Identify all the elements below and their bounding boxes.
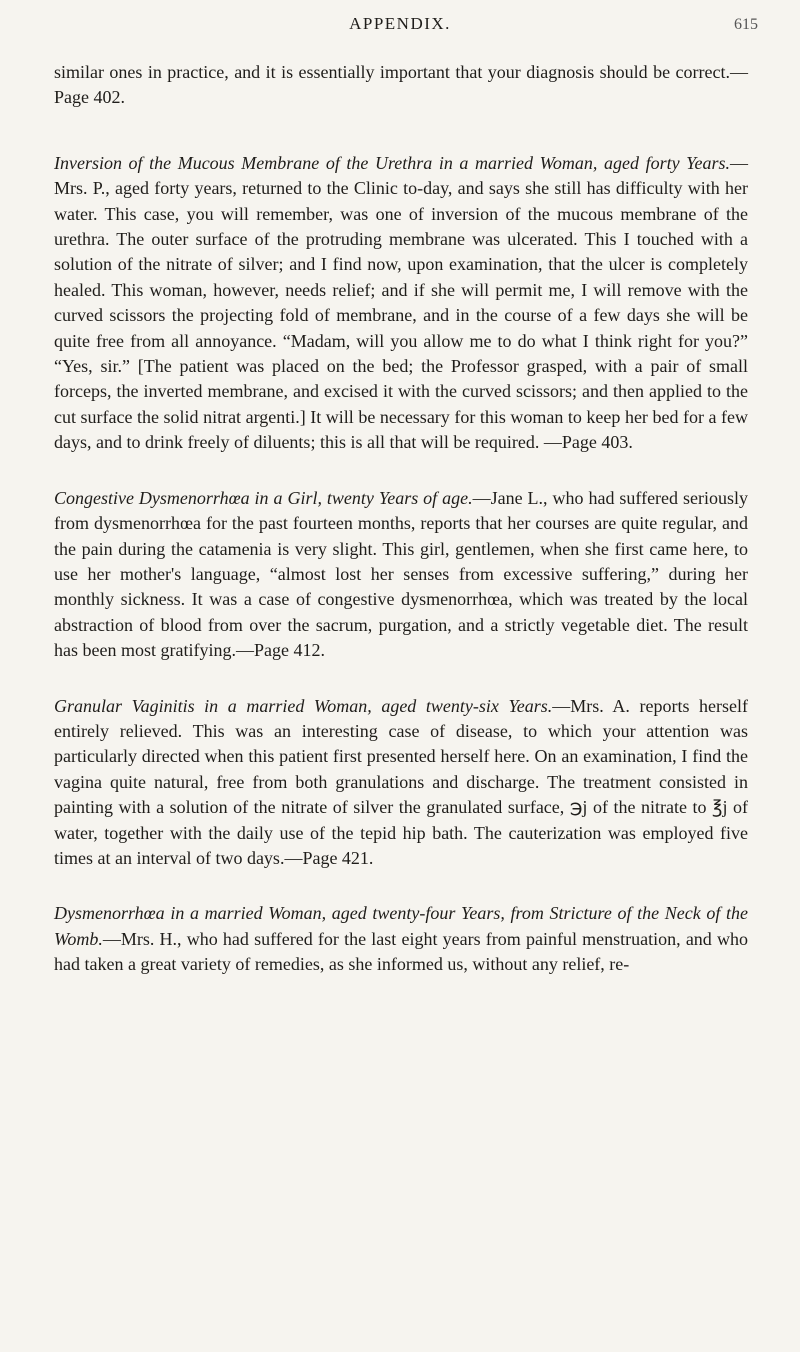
paragraph-text: —Mrs. H., who had suffered for the last eight years from painful menstruation, and who had taken a great variety of remedies, as she informed us, without any relief, re- (54, 928, 748, 975)
paragraph-continuation (54, 60, 748, 111)
case-paragraph (54, 694, 748, 872)
case-paragraph (54, 151, 748, 456)
case-heading: Congestive Dysmenorrhœa in a Girl, twenty Years of age. (54, 487, 473, 508)
paragraph-text: —Jane L., who had suffered seriously from dysmenorrhœa for the past fourteen months, reports that her courses are quite regular, and the pain during the catamenia is very slight. This girl, gentlemen, when she first came here, to use her mother's language, “almost lost her senses from excessive suffering,” during her monthly sickness. It was a case of congestive dysmenorrhœa, which was treated by the local abstraction of blood from over the sacrum, purgation, and a strictly vegetable diet. The result has been most gratifying.—Page 412. (54, 487, 748, 661)
page-number: 615 (734, 16, 758, 33)
paragraph-text: —Mrs. A. reports herself entirely relieved. This was an interesting case of disease, to which your attention was particularly directed when this patient first presented herself here. On an examination, I find the vagina quite natural, free from both granulations and discharge. The treatment consisted in painting with a solution of the nitrate of silver the granulated surface, ℈j of the nitrate to ℥j of water, together with the daily use of the tepid hip bath. The cauterization was employed five times at an interval of two days.—Page 421. (54, 695, 748, 868)
case-heading: Inversion of the Mucous Membrane of the Urethra in a married Woman, aged forty Years. (54, 152, 730, 173)
paragraph-text: similar ones in practice, and it is essentially important that your diagnosis should be correct.—Page 402. (54, 62, 748, 108)
case-heading: Granular Vaginitis in a married Woman, aged twenty-six Years. (54, 695, 553, 716)
case-paragraph (54, 486, 748, 664)
running-title: APPENDIX. (349, 14, 451, 33)
case-heading: Dysmenorrhœa in a married Woman, aged twenty-four Years, from Stricture of the Neck of the Womb. (54, 903, 748, 949)
case-paragraph (54, 901, 748, 977)
paragraph-text: —Mrs. P., aged forty years, returned to the Clinic to-day, and says she still has difficulty with her water. This case, you will remember, was one of inversion of the mucous membrane of the urethra. The outer surface of the protruding membrane was ulcerated. This I touched with a solution of the nitrate of silver; and I find now, upon examination, that the ulcer is completely healed. This woman, however, needs relief; and if she will permit me, I will remove with the curved scissors the projecting fold of membrane, and in the course of a few days she will be quite free from all annoyance. “Madam, will you allow me to do what I think right for you?” “Yes, sir.” [The patient was placed on the bed; the Professor grasped, with a pair of small forceps, the inverted membrane, and excised it with the curved scissors; and then applied to the cut surface the solid nitrat argenti.] It will be necessary for this woman to keep her bed for a few days, and to drink freely of diluents; this is all that will be required. —Page 403. (54, 152, 748, 453)
